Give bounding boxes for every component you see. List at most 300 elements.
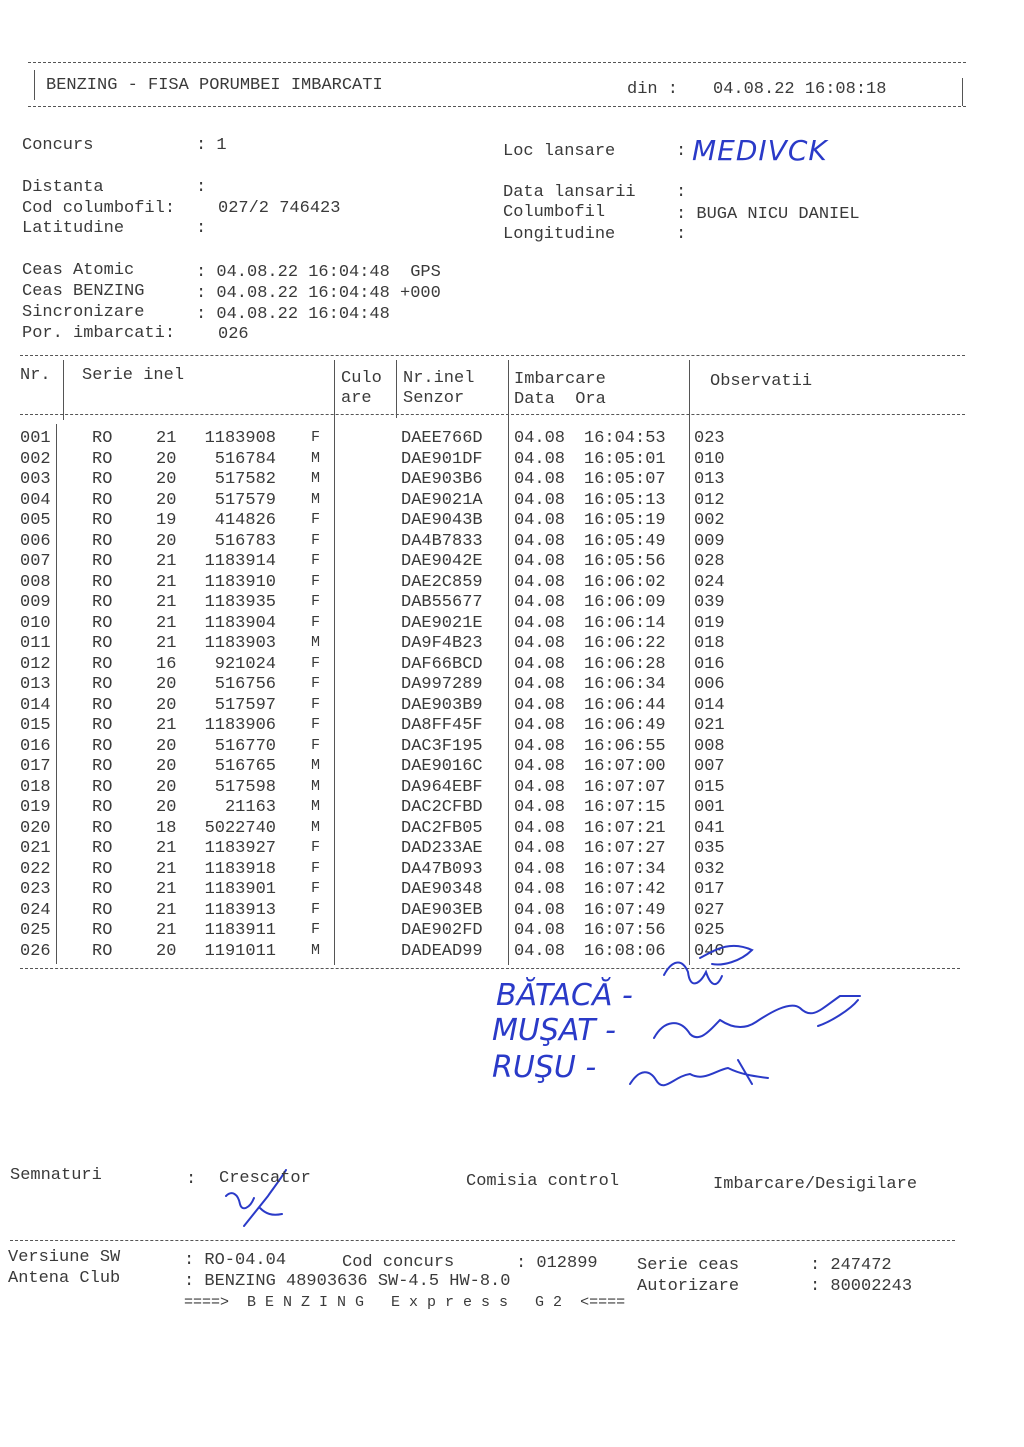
cell-an: 20 <box>156 675 177 694</box>
cell-senzor: DA997289 <box>401 675 483 694</box>
cell-sex: F <box>311 675 321 692</box>
cell-ora: 16:06:09 <box>584 593 666 612</box>
table-row <box>0 634 1024 654</box>
table-row <box>0 429 1024 449</box>
cell-tara: RO <box>92 716 113 735</box>
cell-data: 04.08 <box>514 880 566 899</box>
cell-senzor: DAC2FB05 <box>401 818 483 838</box>
cell-inel: 1183927 <box>204 839 276 858</box>
cell-ora: 16:06:34 <box>584 675 666 694</box>
cell-ora: 16:07:21 <box>584 818 666 838</box>
cell-obs: 041 <box>694 818 725 838</box>
cell-nr: 026 <box>20 941 51 961</box>
col-observatii-header: Observatii <box>710 372 813 391</box>
header-left-border <box>34 70 35 100</box>
cell-senzor: DA964EBF <box>401 777 483 797</box>
cell-sex: M <box>311 941 321 959</box>
concurs-label: Concurs <box>22 136 94 155</box>
cell-ora: 16:07:56 <box>584 921 666 940</box>
cell-obs: 019 <box>694 613 725 633</box>
cell-inel: 1183908 <box>204 429 276 448</box>
ceas-benzing-label: Ceas BENZING <box>22 282 145 301</box>
cell-nr: 023 <box>20 880 51 899</box>
table-row <box>0 532 1024 552</box>
cell-ora: 16:06:02 <box>584 572 666 592</box>
cell-an: 18 <box>156 818 177 838</box>
cell-inel: 414826 <box>214 511 276 530</box>
cell-nr: 017 <box>20 757 51 776</box>
cod-columbofil-label: Cod columbofil: <box>22 199 176 218</box>
loc-lansare-value: MEDIVCK <box>692 134 828 167</box>
cell-sex: F <box>311 613 321 631</box>
cell-ora: 16:05:07 <box>584 470 666 489</box>
cell-senzor: DAE2C859 <box>401 572 483 592</box>
table-row <box>0 757 1024 777</box>
cell-an: 20 <box>156 757 177 776</box>
cell-tara: RO <box>92 572 113 592</box>
cell-obs: 021 <box>694 716 725 735</box>
cell-sex: F <box>311 552 321 569</box>
cell-data: 04.08 <box>514 818 566 838</box>
cell-obs: 016 <box>694 654 725 674</box>
cell-nr: 012 <box>20 654 51 674</box>
col-culoare-header-1: Culo <box>341 369 382 388</box>
cell-an: 20 <box>156 531 177 551</box>
cell-an: 20 <box>156 470 177 489</box>
cell-data: 04.08 <box>514 941 566 961</box>
table-row <box>0 942 1024 962</box>
cell-nr: 021 <box>20 839 51 858</box>
table-row <box>0 593 1024 613</box>
cell-an: 21 <box>156 429 177 448</box>
col-nrinel-header-1: Nr.inel <box>403 369 475 388</box>
benzing-express-banner: ====> B E N Z I N G E x p r e s s G 2 <==== <box>184 1294 626 1311</box>
cell-obs: 023 <box>694 429 725 448</box>
table-row <box>0 778 1024 798</box>
cell-senzor: DAE90348 <box>401 880 483 899</box>
cell-inel: 1183903 <box>204 634 276 653</box>
ceas-atomic-label: Ceas Atomic <box>22 261 135 280</box>
cell-inel: 517579 <box>214 490 276 510</box>
cell-nr: 013 <box>20 675 51 694</box>
cell-tara: RO <box>92 921 113 940</box>
cod-columbofil-value: 027/2 746423 <box>218 199 341 218</box>
cell-ora: 16:06:44 <box>584 695 666 715</box>
cell-nr: 015 <box>20 716 51 735</box>
cell-inel: 516784 <box>214 449 276 469</box>
cell-tara: RO <box>92 552 113 571</box>
col-line-nr-header <box>63 360 64 420</box>
cell-nr: 018 <box>20 777 51 797</box>
columbofil-value: : BUGA NICU DANIEL <box>676 205 860 224</box>
distanta-value: : <box>196 178 207 197</box>
cell-obs: 025 <box>694 921 725 940</box>
cell-data: 04.08 <box>514 839 566 858</box>
cell-nr: 008 <box>20 572 51 592</box>
cell-tara: RO <box>92 859 113 879</box>
cell-sex: F <box>311 880 321 897</box>
distanta-label: Distanta <box>22 178 104 197</box>
cell-senzor: DAE9021E <box>401 613 483 633</box>
table-row <box>0 696 1024 716</box>
cell-nr: 025 <box>20 921 51 940</box>
cell-nr: 019 <box>20 798 51 817</box>
cell-data: 04.08 <box>514 634 566 653</box>
cell-tara: RO <box>92 777 113 797</box>
cell-sex: F <box>311 531 321 549</box>
cell-inel: 1191011 <box>204 941 276 961</box>
cell-inel: 1183911 <box>204 921 276 940</box>
date-value: 04.08.22 16:08:18 <box>713 80 887 99</box>
cell-an: 20 <box>156 449 177 469</box>
table-row <box>0 450 1024 470</box>
cell-data: 04.08 <box>514 900 566 920</box>
semnaturi-label: Semnaturi <box>10 1166 102 1185</box>
cell-ora: 16:07:49 <box>584 900 666 920</box>
cell-senzor: DADEAD99 <box>401 941 483 961</box>
cell-tara: RO <box>92 675 113 694</box>
cell-nr: 022 <box>20 859 51 879</box>
cell-sex: F <box>311 511 321 528</box>
cell-ora: 16:07:34 <box>584 859 666 879</box>
col-nr-header: Nr. <box>20 366 51 385</box>
cell-nr: 004 <box>20 490 51 510</box>
data-lansarii-value: : <box>676 183 687 202</box>
cell-data: 04.08 <box>514 695 566 715</box>
cell-an: 16 <box>156 654 177 674</box>
cell-tara: RO <box>92 654 113 674</box>
signature-2-icon <box>654 996 860 1038</box>
cell-ora: 16:07:07 <box>584 777 666 797</box>
col-serie-header: Serie inel <box>82 366 185 385</box>
document-title: BENZING - FISA PORUMBEI IMBARCATI <box>46 76 383 95</box>
cell-data: 04.08 <box>514 654 566 674</box>
cell-tara: RO <box>92 449 113 469</box>
cell-inel: 5022740 <box>204 818 276 838</box>
cell-an: 20 <box>156 736 177 756</box>
cell-nr: 007 <box>20 552 51 571</box>
cell-data: 04.08 <box>514 859 566 879</box>
table-row <box>0 716 1024 736</box>
cell-senzor: DAD233AE <box>401 839 483 858</box>
semnaturi-sep: : <box>186 1170 197 1189</box>
cell-senzor: DAB55677 <box>401 593 483 612</box>
cell-an: 21 <box>156 572 177 592</box>
cell-an: 20 <box>156 695 177 715</box>
cell-ora: 16:08:06 <box>584 941 666 961</box>
cell-ora: 16:06:22 <box>584 634 666 653</box>
cell-nr: 010 <box>20 613 51 633</box>
cell-inel: 516783 <box>214 531 276 551</box>
autorizare-label: Autorizare <box>637 1277 740 1296</box>
cell-senzor: DAE9021A <box>401 490 483 510</box>
cell-tara: RO <box>92 695 113 715</box>
table-row <box>0 860 1024 880</box>
table-row <box>0 798 1024 818</box>
loc-lansare-sep: : <box>676 142 687 161</box>
cell-tara: RO <box>92 798 113 817</box>
cell-data: 04.08 <box>514 449 566 469</box>
cell-obs: 018 <box>694 634 725 653</box>
cell-obs: 014 <box>694 695 725 715</box>
cell-tara: RO <box>92 634 113 653</box>
cell-ora: 16:05:56 <box>584 552 666 571</box>
col-nrinel-header-2: Senzor <box>403 389 465 408</box>
cell-nr: 003 <box>20 470 51 489</box>
cell-ora: 16:07:27 <box>584 839 666 858</box>
serie-ceas-value: : 247472 <box>810 1256 892 1275</box>
cell-senzor: DA47B093 <box>401 859 483 879</box>
cell-data: 04.08 <box>514 613 566 633</box>
table-row <box>0 573 1024 593</box>
cod-concurs-label: Cod concurs <box>342 1253 455 1272</box>
cell-an: 21 <box>156 716 177 735</box>
cell-senzor: DAE9016C <box>401 757 483 776</box>
table-row <box>0 839 1024 859</box>
col-imbarcare-header-2: Data Ora <box>514 390 606 409</box>
autorizare-value: : 80002243 <box>810 1277 913 1296</box>
longitudine-label: Longitudine <box>503 225 616 244</box>
table-row <box>0 819 1024 839</box>
cell-an: 20 <box>156 798 177 817</box>
cell-obs: 032 <box>694 859 725 879</box>
ceas-atomic-value: : 04.08.22 16:04:48 GPS <box>196 263 441 282</box>
cell-inel: 516756 <box>214 675 276 694</box>
cell-senzor: DAE903B6 <box>401 470 483 489</box>
antena-club-value: : BENZING 48903636 SW-4.5 HW-8.0 <box>184 1272 511 1291</box>
cell-data: 04.08 <box>514 593 566 612</box>
latitudine-value: : <box>196 219 207 238</box>
cell-tara: RO <box>92 593 113 612</box>
cell-nr: 011 <box>20 634 51 653</box>
table-row <box>0 880 1024 900</box>
cell-ora: 16:07:42 <box>584 880 666 899</box>
cell-senzor: DAEE766D <box>401 429 483 448</box>
table-row <box>0 511 1024 531</box>
table-row <box>0 614 1024 634</box>
cell-sex: M <box>311 634 321 651</box>
cell-inel: 517582 <box>214 470 276 489</box>
cell-ora: 16:07:15 <box>584 798 666 817</box>
cell-nr: 024 <box>20 900 51 920</box>
col-imbarcare-header-1: Imbarcare <box>514 370 606 389</box>
cell-ora: 16:06:14 <box>584 613 666 633</box>
cell-data: 04.08 <box>514 921 566 940</box>
cell-obs: 035 <box>694 839 725 858</box>
cell-sex: F <box>311 716 321 733</box>
cell-tara: RO <box>92 818 113 838</box>
cell-nr: 009 <box>20 593 51 612</box>
ceas-benzing-value: : 04.08.22 16:04:48 +000 <box>196 284 441 303</box>
cell-inel: 1183935 <box>204 593 276 612</box>
cell-inel: 1183910 <box>204 572 276 592</box>
cell-inel: 516765 <box>214 757 276 776</box>
cell-nr: 006 <box>20 531 51 551</box>
cell-tara: RO <box>92 490 113 510</box>
cell-senzor: DA9F4B23 <box>401 634 483 653</box>
cell-obs: 040 <box>694 941 725 961</box>
cell-senzor: DAE9042E <box>401 552 483 571</box>
cell-tara: RO <box>92 757 113 776</box>
header-right-border <box>962 78 963 106</box>
cell-obs: 028 <box>694 552 725 571</box>
cell-sex: F <box>311 572 321 590</box>
table-row <box>0 655 1024 675</box>
cell-sex: M <box>311 757 321 774</box>
crescator-label: Crescator <box>219 1169 311 1188</box>
cell-obs: 008 <box>694 736 725 756</box>
cell-tara: RO <box>92 511 113 530</box>
cell-nr: 016 <box>20 736 51 756</box>
cell-nr: 005 <box>20 511 51 530</box>
cell-ora: 16:06:55 <box>584 736 666 756</box>
table-top-border <box>20 355 965 356</box>
cell-sex: M <box>311 470 321 487</box>
cell-data: 04.08 <box>514 736 566 756</box>
concurs-value: : 1 <box>196 136 227 155</box>
cell-inel: 1183918 <box>204 859 276 879</box>
cell-ora: 16:05:13 <box>584 490 666 510</box>
cell-sex: F <box>311 921 321 938</box>
cell-sex: F <box>311 736 321 754</box>
table-row <box>0 491 1024 511</box>
cell-inel: 516770 <box>214 736 276 756</box>
cell-an: 20 <box>156 490 177 510</box>
cell-tara: RO <box>92 736 113 756</box>
cell-obs: 006 <box>694 675 725 694</box>
cell-data: 04.08 <box>514 552 566 571</box>
cell-inel: 1183913 <box>204 900 276 920</box>
cell-nr: 001 <box>20 429 51 448</box>
cell-obs: 012 <box>694 490 725 510</box>
cell-ora: 16:06:28 <box>584 654 666 674</box>
cell-sex: M <box>311 818 321 836</box>
por-imbarcati-label: Por. imbarcati: <box>22 324 176 343</box>
table-row <box>0 470 1024 490</box>
cell-data: 04.08 <box>514 470 566 489</box>
cell-nr: 002 <box>20 449 51 469</box>
data-lansarii-label: Data lansarii <box>503 183 636 202</box>
columbofil-label: Columbofil <box>503 203 606 222</box>
cell-senzor: DAE902FD <box>401 921 483 940</box>
cell-inel: 21163 <box>224 798 276 817</box>
cell-sex: M <box>311 490 321 508</box>
cell-ora: 16:05:19 <box>584 511 666 530</box>
cell-nr: 014 <box>20 695 51 715</box>
cell-data: 04.08 <box>514 777 566 797</box>
cell-obs: 024 <box>694 572 725 592</box>
cell-sex: F <box>311 900 321 918</box>
cell-sex: F <box>311 695 321 713</box>
por-imbarcati-value: 026 <box>218 325 249 344</box>
cell-senzor: DAE903B9 <box>401 695 483 715</box>
cell-tara: RO <box>92 839 113 858</box>
cell-an: 21 <box>156 839 177 858</box>
cell-obs: 027 <box>694 900 725 920</box>
cell-senzor: DAE9043B <box>401 511 483 530</box>
table-bottom-border <box>20 968 960 969</box>
cell-tara: RO <box>92 941 113 961</box>
cell-data: 04.08 <box>514 675 566 694</box>
cell-obs: 013 <box>694 470 725 489</box>
cell-tara: RO <box>92 531 113 551</box>
cell-an: 21 <box>156 859 177 879</box>
latitudine-label: Latitudine <box>22 219 125 238</box>
cell-ora: 16:05:01 <box>584 449 666 469</box>
commission-name-3: RUŞU - <box>492 1050 597 1085</box>
cod-concurs-value: : 012899 <box>516 1254 598 1273</box>
cell-obs: 009 <box>694 531 725 551</box>
loc-lansare-label: Loc lansare <box>503 142 616 161</box>
cell-senzor: DAE903EB <box>401 900 483 920</box>
cell-nr: 020 <box>20 818 51 838</box>
cell-ora: 16:04:53 <box>584 429 666 448</box>
cell-data: 04.08 <box>514 511 566 530</box>
table-row <box>0 675 1024 695</box>
serie-ceas-label: Serie ceas <box>637 1256 740 1275</box>
cell-inel: 1183906 <box>204 716 276 735</box>
cell-sex: F <box>311 654 321 672</box>
comisia-control-label: Comisia control <box>466 1172 620 1191</box>
table-row <box>0 921 1024 941</box>
sincronizare-value: : 04.08.22 16:04:48 <box>196 305 390 324</box>
cell-obs: 017 <box>694 880 725 899</box>
cell-data: 04.08 <box>514 798 566 817</box>
cell-obs: 001 <box>694 798 725 817</box>
sincronizare-label: Sincronizare <box>22 303 145 322</box>
cell-senzor: DA4B7833 <box>401 531 483 551</box>
versiune-sw-value: : RO-04.04 <box>184 1251 287 1270</box>
table-row <box>0 901 1024 921</box>
cell-senzor: DAE901DF <box>401 449 483 469</box>
cell-an: 21 <box>156 900 177 920</box>
cell-tara: RO <box>92 900 113 920</box>
header-bottom-border <box>28 106 966 107</box>
header-top-border <box>28 62 966 63</box>
cell-an: 21 <box>156 921 177 940</box>
longitudine-value: : <box>676 225 687 244</box>
cell-an: 21 <box>156 552 177 571</box>
cell-an: 19 <box>156 511 177 530</box>
commission-name-2: MUŞAT - <box>492 1013 616 1048</box>
cell-inel: 517598 <box>214 777 276 797</box>
cell-sex: M <box>311 798 321 815</box>
cell-data: 04.08 <box>514 490 566 510</box>
cell-data: 04.08 <box>514 757 566 776</box>
cell-an: 21 <box>156 634 177 653</box>
cell-sex: F <box>311 859 321 877</box>
cell-obs: 010 <box>694 449 725 469</box>
cell-sex: M <box>311 449 321 467</box>
cell-inel: 1183901 <box>204 880 276 899</box>
commission-name-1: BĂTACĂ - <box>496 978 633 1013</box>
cell-an: 21 <box>156 613 177 633</box>
cell-sex: M <box>311 777 321 795</box>
cell-an: 20 <box>156 941 177 961</box>
cell-inel: 1183904 <box>204 613 276 633</box>
antena-club-label: Antena Club <box>8 1269 121 1288</box>
versiune-sw-label: Versiune SW <box>8 1248 121 1267</box>
cell-inel: 921024 <box>214 654 276 674</box>
cell-sex: F <box>311 593 321 610</box>
cell-obs: 002 <box>694 511 725 530</box>
cell-tara: RO <box>92 470 113 489</box>
signature-3-icon <box>630 1060 768 1085</box>
cell-sex: F <box>311 839 321 856</box>
cell-data: 04.08 <box>514 572 566 592</box>
cell-an: 21 <box>156 880 177 899</box>
cell-obs: 007 <box>694 757 725 776</box>
